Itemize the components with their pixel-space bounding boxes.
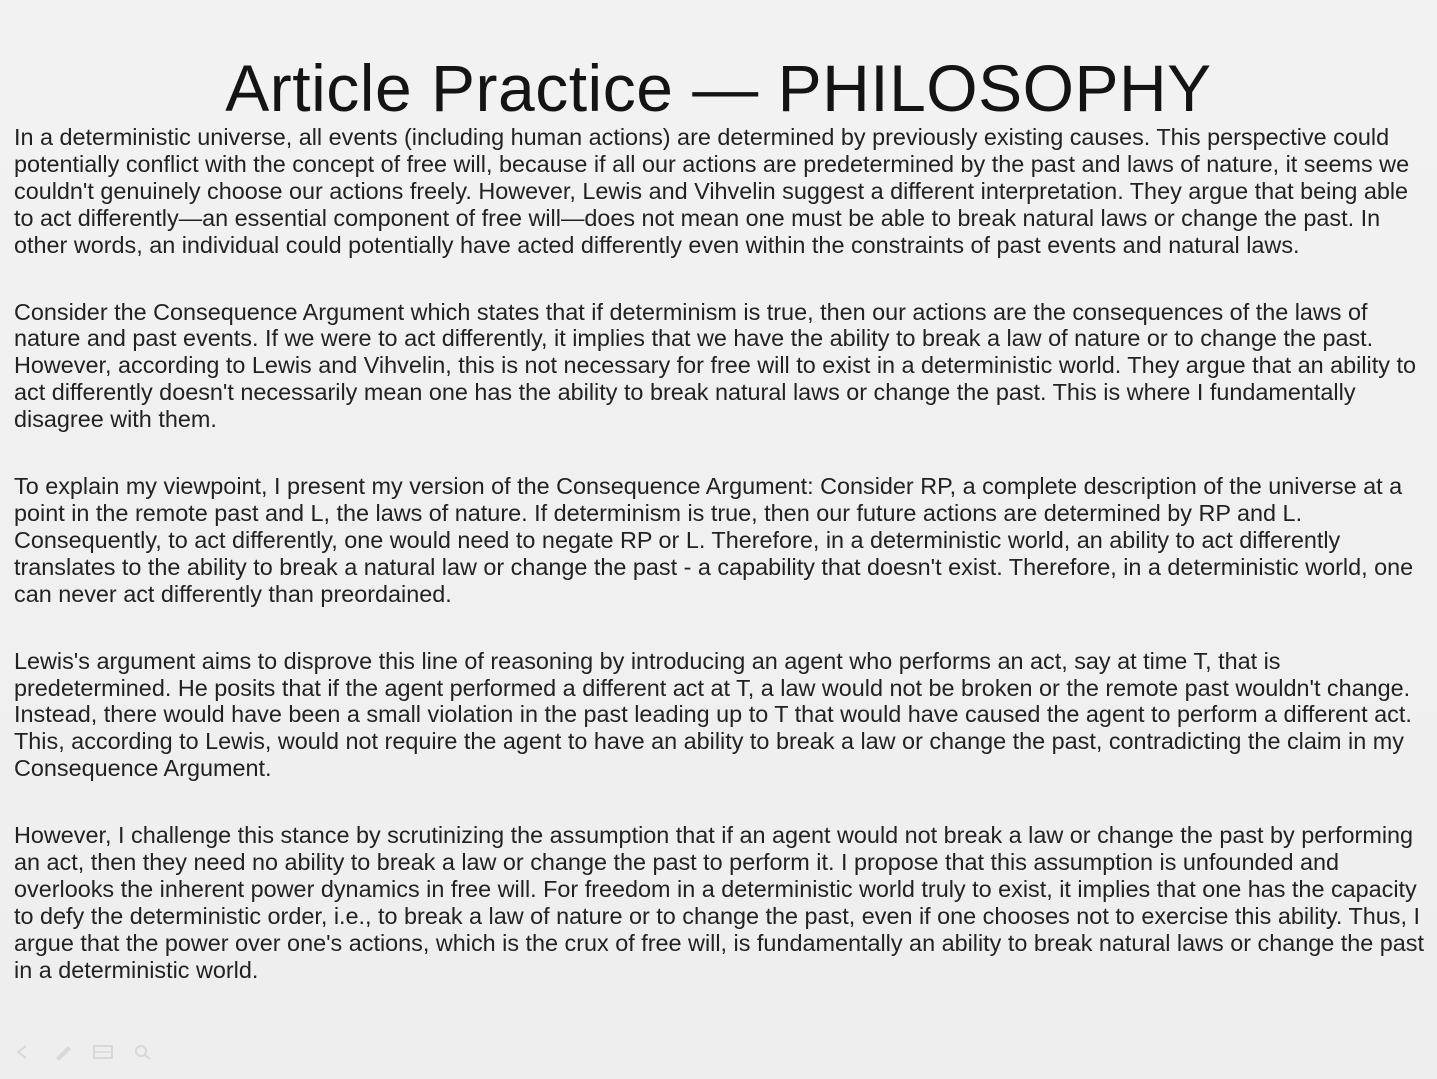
slide-title: Article Practice — PHILOSOPHY (225, 51, 1212, 125)
paragraph-3: To explain my viewpoint, I present my version of the Consequence Argument: Consider RP, a complete description of the universe at a point in the remote past and L, the laws of nature. If determinism is true, then our future actions are determined by RP and L. Consequently, to act differently, one would need to negate RP or L. Therefore, in a deterministic world, an ability to act differently translates to the ability to break a natural law or change the past - a capability that doesn't exist. Therefore, in a deterministic world, one can never act differently than preordained. (14, 473, 1414, 607)
slides-grid-icon[interactable] (92, 1043, 114, 1061)
paragraph-4: Lewis's argument aims to disprove this line of reasoning by introducing an agent who performs an act, say at time T, that is predetermined. He posits that if the agent performed a different act at T, a law would not be broken or the remote past wouldn't change. Instead, there would have been a small violation in the past leading up to T that would have caused the agent to perform a different act. This, according to Lewis, would not require the agent to have an ability to break a law or change the past, contradicting the claim in my Consequence Argument. (14, 647, 1412, 782)
slide-body (14, 124, 1426, 1024)
pen-icon[interactable] (52, 1043, 74, 1061)
back-arrow-icon[interactable] (12, 1043, 34, 1061)
slideshow-toolbar (12, 1040, 154, 1064)
zoom-icon[interactable] (132, 1043, 154, 1061)
paragraph-2: Consider the Consequence Argument which states that if determinism is true, then our actions are the consequences of the laws of nature and past events. If we were to act differently, it implies that we have the ability to break a law of nature or to change the past. However, according to Lewis and Vihvelin, this is not necessary for free will to exist in a deterministic world. They argue that an ability to act differently doesn't necessarily mean one has the ability to break natural laws or change the past. This is where I fundamentally disagree with them. (14, 298, 1416, 433)
paragraph-5: However, I challenge this stance by scrutinizing the assumption that if an agent would not break a law or change the past by performing an act, then they need no ability to break a law or change the past to perform it. I propose that this assumption is unfounded and overlooks the inherent power dynamics in free will. For freedom in a deterministic world truly to exist, it implies that one has the capacity to defy the deterministic order, i.e., to break a law of nature or to change the past, even if one chooses not to exercise this ability. Thus, I argue that the power over one's actions, which is the crux of free will, is fundamentally an ability to break natural laws or change the past in a deterministic world. (14, 822, 1424, 983)
paragraph-1: In a deterministic universe, all events (including human actions) are determined by previously existing causes. This perspective could potentially conflict with the concept of free will, because if all our actions are predetermined by the past and laws of nature, it seems we couldn't genuinely choose our actions freely. However, Lewis and Vihvelin suggest a different interpretation. They argue that being able to act differently—an essential component of free will—does not mean one must be able to break natural laws or change the past. In other words, an individual could potentially have acted differently even within the constraints of past events and natural laws. (14, 124, 1410, 258)
